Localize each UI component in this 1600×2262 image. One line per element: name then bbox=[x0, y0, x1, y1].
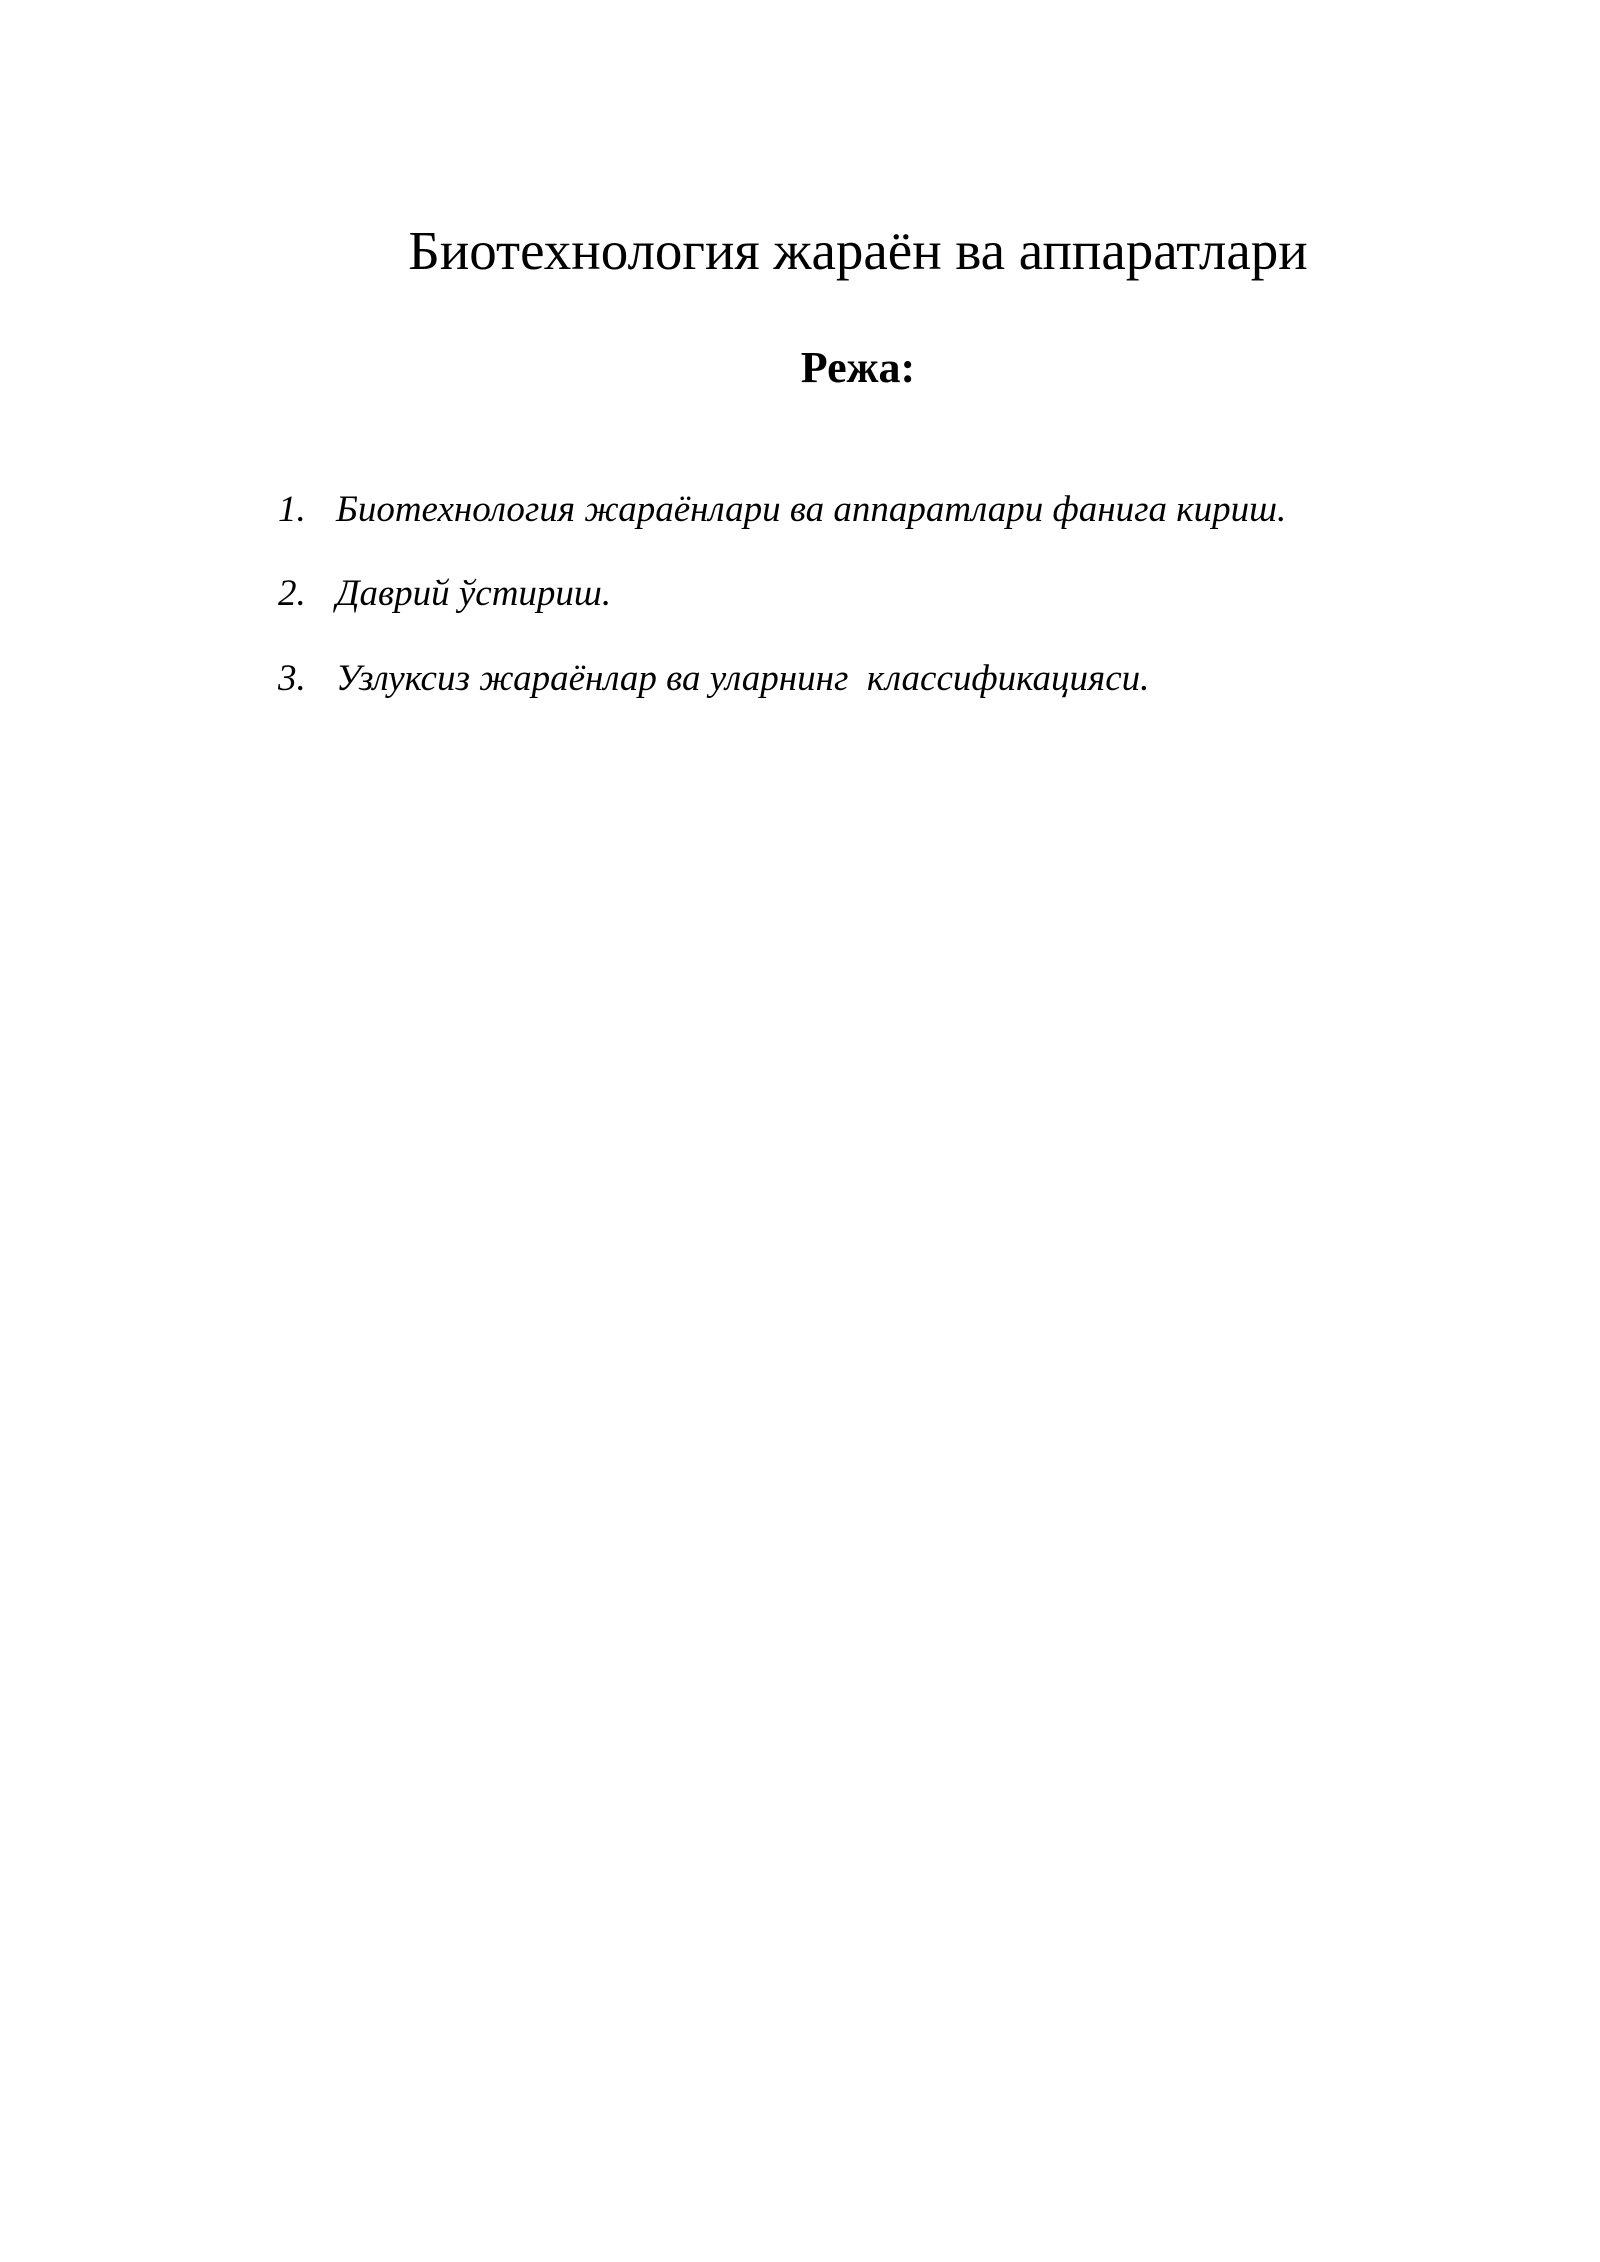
plan-heading: Режа: bbox=[800, 343, 916, 392]
plan-list bbox=[278, 488, 1578, 741]
plan-item-number: 3. bbox=[278, 657, 306, 699]
plan-item-2 bbox=[278, 572, 1578, 616]
plan-item-3 bbox=[278, 657, 1578, 701]
plan-item-number: 2. bbox=[278, 573, 306, 615]
plan-item-text: Узлуксиз жараёнлар ва уларнинг классификацияси. bbox=[336, 657, 1150, 699]
document-title: Биотехнология жараён ва аппаратлари bbox=[408, 220, 1308, 281]
plan-item-number: 1. bbox=[278, 489, 306, 530]
plan-item-1 bbox=[278, 488, 1578, 532]
plan-item-text: Даврий ўстириш. bbox=[336, 573, 612, 615]
plan-item-text: Биотехнология жараёнлари ва аппаратлари фанига кириш. bbox=[336, 489, 1287, 530]
